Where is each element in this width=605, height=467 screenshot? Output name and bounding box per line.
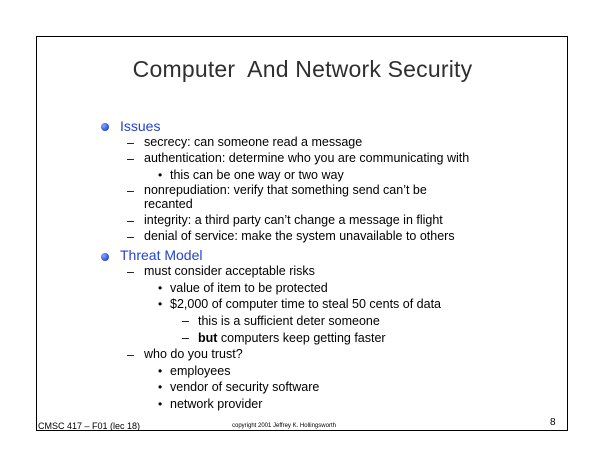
computers-faster-text: computers keep getting faster xyxy=(217,331,386,345)
list-item-computers-faster xyxy=(198,332,386,345)
dash-icon: – xyxy=(127,265,134,279)
list-item-nonrepudiation-cont: recanted xyxy=(144,197,193,211)
dash-icon: – xyxy=(127,348,134,362)
list-item-authentication: authentication: determine who you are communicating with xyxy=(144,151,470,165)
list-item-value-of-item: value of item to be protected xyxy=(170,281,328,295)
bullet-dot-icon xyxy=(101,123,109,131)
list-item-computer-time: $2,000 of computer time to steal 50 cents of data xyxy=(170,297,441,311)
slide-title: Computer And Network Security xyxy=(132,56,473,82)
bullet-dot-icon xyxy=(101,253,109,261)
list-item-integrity: integrity: a third party can’t change a message in flight xyxy=(144,213,443,227)
footer-copyright: copyright 2001 Jeffrey K. Hollingsworth xyxy=(232,423,336,429)
list-item-acceptable-risks: must consider acceptable risks xyxy=(144,264,315,278)
footer-course-label: CMSC 417 – F01 (lec 18) xyxy=(38,421,141,431)
dash-icon: – xyxy=(127,230,134,244)
heading-threat-model: Threat Model xyxy=(120,247,203,263)
list-item-employees: employees xyxy=(170,364,231,378)
list-item-denial-of-service: denial of service: make the system unavailable to others xyxy=(144,229,455,243)
dot-bullet-icon: • xyxy=(158,380,163,394)
list-item-network-provider: network provider xyxy=(170,397,263,411)
dot-bullet-icon: • xyxy=(158,397,163,411)
dash-icon: – xyxy=(127,184,134,198)
emphasis-but: but xyxy=(198,331,218,345)
list-item-secrecy: secrecy: can someone read a message xyxy=(144,135,363,149)
dot-bullet-icon: • xyxy=(158,168,163,182)
dot-bullet-icon: • xyxy=(158,297,163,311)
list-item-sufficient-deter: this is a sufficient deter someone xyxy=(198,314,380,328)
dash-icon: – xyxy=(127,136,134,150)
dash-icon: – xyxy=(127,152,134,166)
list-item-nonrepudiation: nonrepudiation: verify that something send can’t be xyxy=(144,183,427,197)
dot-bullet-icon: • xyxy=(158,364,163,378)
heading-issues: Issues xyxy=(120,118,161,134)
list-item-who-do-you-trust: who do you trust? xyxy=(144,347,243,361)
list-item-one-or-two-way: this can be one way or two way xyxy=(170,168,344,182)
dot-bullet-icon: • xyxy=(158,281,163,295)
list-item-vendor: vendor of security software xyxy=(170,380,320,394)
dash-icon: – xyxy=(182,331,189,345)
dash-icon: – xyxy=(182,314,189,328)
dash-icon: – xyxy=(127,214,134,228)
page-number: 8 xyxy=(550,417,556,428)
